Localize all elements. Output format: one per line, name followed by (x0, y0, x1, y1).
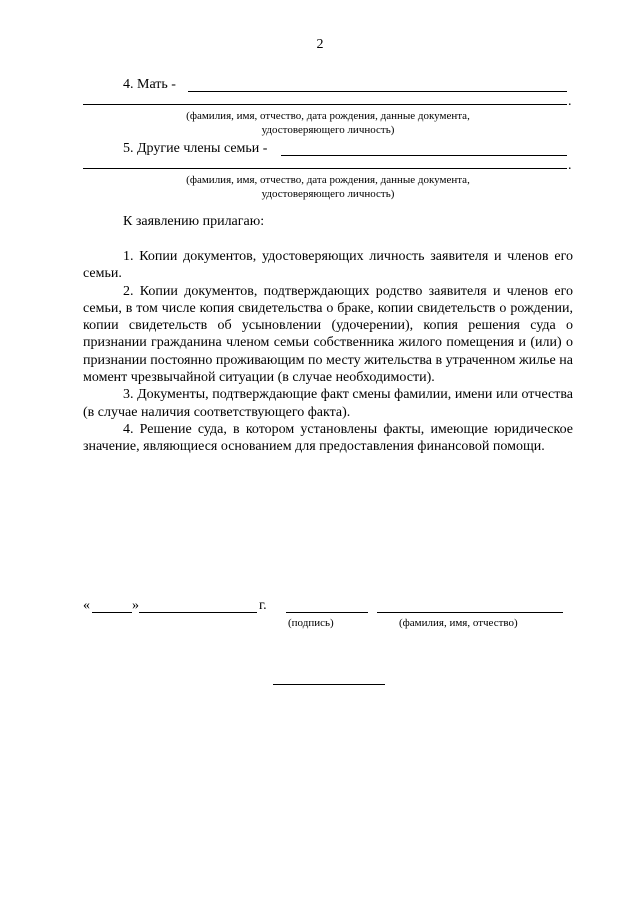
other-members-input-line[interactable] (281, 155, 567, 156)
other-members-hint-line2: удостоверяющего личность) (261, 188, 395, 200)
other-members-end-mark: . (568, 158, 572, 173)
mother-label: 4. Мать - (123, 77, 176, 92)
mother-continuation-line[interactable] (83, 104, 567, 105)
other-members-hint-line1: (фамилия, имя, отчество, дата рождения, данные документа, (186, 174, 470, 186)
other-members-hint (83, 173, 573, 201)
mother-field (83, 76, 573, 94)
page-number: 2 (316, 37, 324, 52)
mother-hint (83, 109, 573, 137)
date-open-quote: « (83, 598, 90, 613)
other-members-label: 5. Другие члены семьи - (123, 141, 268, 156)
mother-input-line[interactable] (188, 91, 567, 92)
other-members-continuation-line[interactable] (83, 168, 567, 169)
signature-hint: (подпись) (288, 617, 334, 629)
day-input-line[interactable] (92, 612, 132, 613)
attachment-item-4: 4. Решение суда, в котором установлены факты, имеющие юридическое значение, являющиеся основанием для предоставления финансовой помощи. (83, 421, 573, 455)
attachment-item-3: 3. Документы, подтверждающие факт смены фамилии, имени или отчества (в случае наличия соответствующего факта). (83, 387, 573, 420)
attachment-item-1: 1. Копии документов, удостоверяющих личность заявителя и членов его семьи. (83, 249, 573, 282)
attachments-list (83, 248, 573, 456)
mother-hint-line1: (фамилия, имя, отчество, дата рождения, данные документа, (186, 110, 470, 122)
name-hint: (фамилия, имя, отчество) (399, 617, 518, 629)
date-close-quote: » (132, 598, 139, 613)
signature-input-line[interactable] (286, 612, 368, 613)
attachment-item-2: 2. Копии документов, подтверждающих родство заявителя и членов его семьи, в том числе копия свидетельства о браке, копии свидетельств о рождении, копии свидетельств об усыновлении (удочерении), копия решения суда о признании гражданина членом семьи собственника жилого помещения и (или) о признании постоянно проживающим по месту жительства в утраченном жилье на момент чрезвычайной ситуации (в случае необходимости). (83, 283, 573, 386)
full-name-input-line[interactable] (377, 612, 563, 613)
year-suffix: г. (259, 598, 267, 613)
mother-hint-line2: удостоверяющего личность) (261, 124, 395, 136)
attachments-heading: К заявлению прилагаю: (123, 214, 265, 229)
signature-row (83, 597, 573, 615)
mother-end-mark: . (568, 94, 572, 109)
month-input-line[interactable] (139, 612, 257, 613)
end-separator-line (273, 684, 385, 685)
other-members-field (83, 140, 573, 158)
